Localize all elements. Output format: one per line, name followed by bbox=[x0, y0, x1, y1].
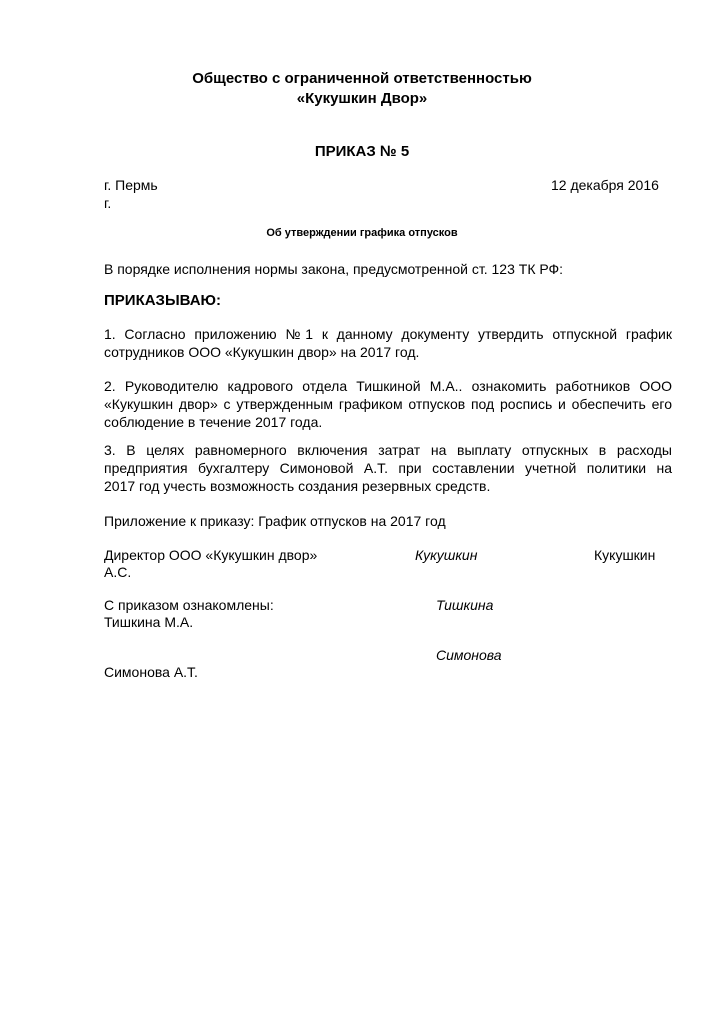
order-item-2-line-3: соблюдение в течение 2017 года. bbox=[104, 414, 323, 430]
order-word: ПРИКАЗЫВАЮ: bbox=[104, 292, 222, 309]
order-subject: Об утверждении графика отпусков bbox=[266, 227, 458, 239]
order-item-1-line-2: сотрудников ООО «Кукушкин двор» на 2017 год. bbox=[104, 344, 420, 360]
director-surname: Кукушкин bbox=[594, 547, 656, 563]
city-suffix: г. bbox=[104, 195, 112, 211]
order-item-1-line-1: 1. Согласно приложению №1 к данному документу утвердить отпускной график bbox=[104, 326, 672, 342]
org-name-line2: «Кукушкин Двор» bbox=[296, 90, 428, 107]
order-item-2 bbox=[104, 377, 672, 431]
order-item-2-line-2: «Кукушкин двор» с утвержденным графиком отпусков под роспись и обеспечить его bbox=[104, 396, 672, 412]
name-tishkina: Тишкина М.А. bbox=[104, 614, 194, 630]
city: г. Пермь bbox=[104, 177, 158, 193]
preamble: В порядке исполнения нормы закона, предусмотренной ст. 123 ТК РФ: bbox=[104, 261, 564, 277]
order-item-1 bbox=[104, 325, 672, 361]
order-date: 12 декабря 2016 bbox=[551, 177, 659, 193]
order-item-3-line-2: предприятия бухгалтеру Симоновой А.Т. при составлении учетной политики на bbox=[104, 460, 672, 476]
signature-simonova: Симонова bbox=[436, 647, 502, 663]
director-signature: Кукушкин bbox=[415, 547, 478, 563]
signature-tishkina: Тишкина bbox=[436, 597, 494, 613]
name-simonova: Симонова А.Т. bbox=[104, 664, 198, 680]
acknowledged-label: С приказом ознакомлены: bbox=[104, 597, 274, 613]
order-title: ПРИКАЗ № 5 bbox=[314, 143, 410, 160]
director-title: Директор ООО «Кукушкин двор» bbox=[104, 547, 318, 563]
order-item-2-line-1: 2. Руководителю кадрового отдела Тишкиной М.А.. ознакомить работников ООО bbox=[104, 378, 672, 394]
order-item-3-line-1: 3. В целях равномерного включения затрат на выплату отпускных в расходы bbox=[104, 442, 672, 458]
appendix-note: Приложение к приказу: График отпусков на 2017 год bbox=[104, 513, 446, 529]
director-initials: А.С. bbox=[104, 564, 132, 580]
order-item-3 bbox=[104, 441, 672, 495]
org-name-line1: Общество с ограниченной ответственностью bbox=[192, 70, 532, 87]
order-item-3-line-3: 2017 год учесть возможность создания резервных средств. bbox=[104, 478, 491, 494]
